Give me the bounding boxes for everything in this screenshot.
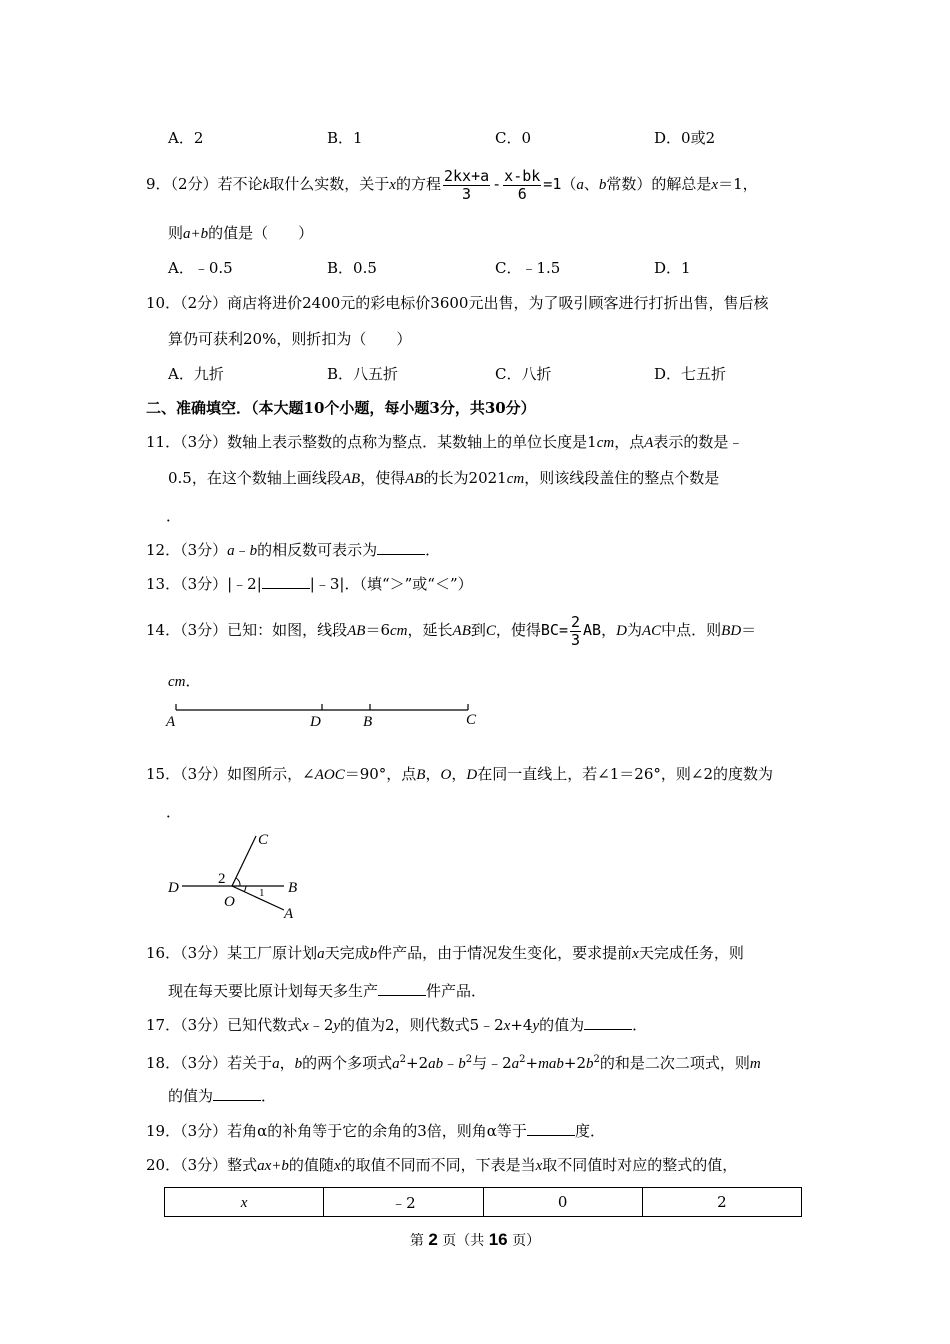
table-cell: x <box>165 1188 324 1217</box>
q15-line2: ． <box>166 803 182 821</box>
table-row <box>165 1188 802 1217</box>
q16-line2: 现在每天要比原计划每天多生产 件产品． <box>168 982 487 1000</box>
label-c: C <box>258 832 269 848</box>
q9-line2: 则a+b的值是（ ） <box>168 224 314 242</box>
q11-line3: ． <box>166 507 182 525</box>
q14-fraction: $\frac{2}{3}$ <box>571 612 581 649</box>
q17-answer-blank[interactable] <box>584 1015 632 1030</box>
q11-line2: 0.5，在这个数轴上画线段AB，使得AB的长为2021cm，则该线段盖住的整点个数是 <box>168 469 720 487</box>
q11-line1: 11．（3分）数轴上表示整数的点称为整点．某数轴上的单位长度是1cm，点A表示的数是﹣ <box>146 433 744 451</box>
q8-option-c: C．0 <box>495 129 532 147</box>
label-b: B <box>363 714 373 730</box>
label-angle-2: 2 <box>218 871 226 887</box>
q9-option-b: B．0.5 <box>327 259 377 277</box>
q8-option-a: A．2 <box>168 129 204 147</box>
q9-option-a: A．﹣0.5 <box>168 259 233 277</box>
table-cell: ﹣2 <box>324 1188 483 1217</box>
q15-line1: 15．（3分）如图所示，∠AOC＝90°，点B，O，D在同一直线上，若∠1＝26°，则∠2的度数为 <box>146 765 773 783</box>
label-b: B <box>288 880 298 896</box>
q10-option-b: B．八五折 <box>327 365 399 383</box>
label-a: A <box>166 714 176 730</box>
section-heading: 二、准确填空．（本大题10个小题，每小题3分，共30分） <box>146 399 536 417</box>
q20-line: 20．（3分）整式ax+b的值随x的取值不同而不同，下表是当x取不同值时对应的整式的值， <box>146 1156 738 1174</box>
q10-line1: 10．（2分）商店将进价2400元的彩电标价3600元出售，为了吸引顾客进行打折出售，售后核 <box>146 294 769 312</box>
q17-line: 17．（3分）已知代数式x﹣2y的值为2，则代数式5﹣2x+4y的值为 ． <box>146 1016 648 1034</box>
q10-option-c: C．八折 <box>495 365 552 383</box>
page-number: 2 <box>428 1230 438 1249</box>
q9-fraction-1: $\frac{2kx+a}{3}$ <box>443 166 490 203</box>
q8-option-b: B．1 <box>327 129 363 147</box>
q12-line: 12．（3分）a﹣b的相反数可表示为 ． <box>146 541 441 559</box>
q10-option-d: D．七五折 <box>654 365 727 383</box>
q12-answer-blank[interactable] <box>377 540 425 555</box>
q18-line2: 的值为 ． <box>168 1087 277 1105</box>
table-cell: 2 <box>642 1188 801 1217</box>
q9-line1: 9．（2分）若不论k取什么实数，关于x的方程 $\frac{2kx+a}{3}$ - $\frac{x-bk}{6}$ =1（a、b常数）的解总是x＝1， <box>146 166 758 203</box>
q9-option-c: C．﹣1.5 <box>495 259 561 277</box>
q19-line: 19．（3分）若角α的补角等于它的余角的3倍，则角α等于 度． <box>146 1122 605 1140</box>
ray-oc <box>232 836 256 886</box>
label-angle-1: 1 <box>259 887 265 899</box>
q18-line1: 18．（3分）若关于a，b的两个多项式$a^2+2ab﹣b^2$与$﹣2a^2+mab+2b^2$的和是二次二项式，则m <box>146 1054 761 1072</box>
q8-option-d: D．0或2 <box>654 129 716 147</box>
q14-line1: 14．（3分）已知：如图，线段AB＝6cm，延长AB到C，使得BC= $\frac{2}{3}$ AB，D为AC中点．则BD＝ <box>146 612 757 649</box>
q14-line2: cm． <box>168 672 201 690</box>
q9-fraction-2: $\frac{x-bk}{6}$ <box>504 166 541 203</box>
label-d: D <box>168 880 179 896</box>
label-d: D <box>310 714 321 730</box>
page-total: 16 <box>488 1230 508 1249</box>
angle-2-arc <box>236 878 240 886</box>
q13-answer-blank[interactable] <box>262 574 310 589</box>
q18-answer-blank[interactable] <box>213 1086 261 1101</box>
q10-option-a: A．九折 <box>168 365 224 383</box>
table-cell: 0 <box>483 1188 642 1217</box>
q10-line2: 算仍可获利20%，则折扣为（ ） <box>168 330 412 348</box>
q19-answer-blank[interactable] <box>527 1121 575 1136</box>
label-a: A <box>284 906 294 922</box>
q9-option-d: D．1 <box>654 259 691 277</box>
label-o: O <box>224 894 235 910</box>
q20-value-table <box>164 1187 802 1217</box>
label-c: C <box>466 712 477 728</box>
q16-answer-blank[interactable] <box>378 981 426 996</box>
ray-oa <box>232 886 284 910</box>
page-footer: 第 2 页（共 16 页） <box>409 1230 541 1249</box>
q13-line: 13．（3分）|﹣2| |﹣3|．（填“＞”或“＜”） <box>146 575 473 593</box>
q14-segment-figure <box>160 700 490 732</box>
q16-line1: 16．（3分）某工厂原计划a天完成b件产品，由于情况发生变化，要求提前x天完成任务，则 <box>146 944 744 962</box>
q15-angle-figure <box>160 826 320 926</box>
angle-1-arc <box>244 886 246 892</box>
